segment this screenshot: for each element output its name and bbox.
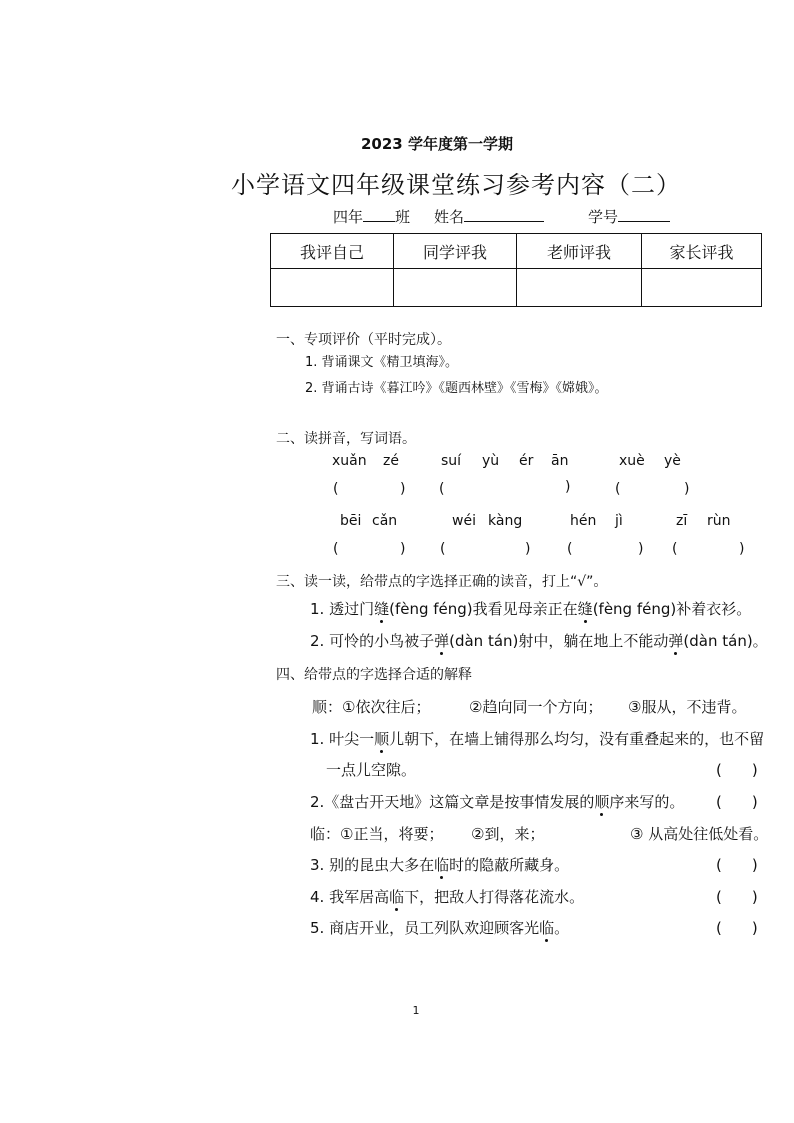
pinyin: ān xyxy=(551,453,569,469)
q1-text-b: (fèng féng)我看见母亲正在 xyxy=(389,600,578,618)
answer-bracket-close[interactable]: ) xyxy=(739,541,745,557)
pinyin: rùn xyxy=(707,513,731,529)
lin-definition-2: ②到，来； xyxy=(471,825,545,843)
evaluation-table xyxy=(270,233,762,307)
section2-heading: 二、读拼音，写词语。 xyxy=(276,431,416,447)
pinyin: kàng xyxy=(488,513,523,529)
page-number: 1 xyxy=(412,1004,420,1017)
eval-header-peer: 同学评我 xyxy=(394,234,517,269)
section3-question-2 xyxy=(310,630,768,651)
answer-bracket-close[interactable]: ) xyxy=(684,481,690,497)
dotted-char: 顺 xyxy=(594,793,610,811)
q-text: 。 xyxy=(554,919,570,937)
q-text: 5. 商店开业，员工列队欢迎顾客光 xyxy=(310,919,540,937)
eval-cell-parent[interactable] xyxy=(642,269,762,307)
answer-bracket-open[interactable]: ( xyxy=(567,541,573,557)
dotted-char: 弹 xyxy=(434,632,450,650)
pinyin: jì xyxy=(615,513,623,529)
section4-question-1 xyxy=(310,728,764,749)
id-field xyxy=(588,206,670,227)
pinyin: cǎn xyxy=(372,513,398,529)
grade-label: 四年 xyxy=(333,208,364,226)
class-blank[interactable] xyxy=(363,207,395,222)
id-blank[interactable] xyxy=(618,207,670,222)
dotted-char: 临 xyxy=(389,888,405,906)
pinyin: yè xyxy=(664,453,681,469)
class-label: 班 xyxy=(395,208,411,226)
section4-question-5 xyxy=(310,917,569,938)
answer-bracket-close[interactable]: ) xyxy=(638,541,644,557)
q-text: 3. 别的昆虫大多在 xyxy=(310,856,435,874)
eval-header-parent: 家长评我 xyxy=(642,234,762,269)
section4-question-2 xyxy=(310,791,684,812)
q2-text-b: (dàn tán)射中，躺在地上不能动 xyxy=(449,632,669,650)
pinyin: zé xyxy=(383,453,399,469)
q-text: 序来写的。 xyxy=(609,793,685,811)
answer-blank[interactable]: ( ) xyxy=(716,761,758,779)
q-text: 时的隐蔽所藏身。 xyxy=(449,856,570,874)
q1-text-a: 1. 透过门 xyxy=(310,600,375,618)
pinyin: xuǎn xyxy=(332,453,367,469)
q-text: 儿朝下，在墙上铺得那么均匀，没有重叠起来的，也不留 xyxy=(389,730,765,748)
answer-blank[interactable]: ( ) xyxy=(716,888,758,906)
dotted-char: 临 xyxy=(539,919,555,937)
section1-item-1: 1. 背诵课文《精卫填海》。 xyxy=(305,355,459,370)
class-field xyxy=(333,206,410,227)
pinyin: yù xyxy=(482,453,500,469)
shun-definition-1: 顺：①依次往后； xyxy=(312,698,431,716)
q2-text-a: 2. 可怜的小鸟被子 xyxy=(310,632,435,650)
pinyin: ér xyxy=(519,453,534,469)
name-label: 姓名 xyxy=(434,208,465,226)
name-blank[interactable] xyxy=(464,207,544,222)
answer-bracket-open[interactable]: ( xyxy=(333,481,339,497)
section3-heading: 三、读一读，给带点的字选择正确的读音，打上“√”。 xyxy=(276,574,608,590)
q-text: 1. 叶尖一 xyxy=(310,730,375,748)
section1-heading: 一、专项评价（平时完成）。 xyxy=(276,332,451,348)
pinyin: bēi xyxy=(340,513,362,529)
answer-bracket-open[interactable]: ( xyxy=(615,481,621,497)
pinyin: xuè xyxy=(619,453,645,469)
pinyin: suí xyxy=(441,453,462,469)
lin-definition-1: 临：①正当，将要； xyxy=(310,825,444,843)
q2-text-c: (dàn tán)。 xyxy=(683,632,768,650)
shun-definition-3: ③服从，不违背。 xyxy=(628,698,747,716)
lin-definition-3: ③ 从高处往低处看。 xyxy=(630,825,769,843)
answer-blank[interactable]: ( ) xyxy=(716,919,758,937)
page-title: 小学语文四年级课堂练习参考内容（二） xyxy=(231,171,681,199)
answer-bracket-close[interactable]: ) xyxy=(400,481,406,497)
q-text: 2.《盘古开天地》这篇文章是按事情发展的 xyxy=(310,793,595,811)
eval-header-self: 我评自己 xyxy=(271,234,394,269)
answer-bracket-open[interactable]: ( xyxy=(439,481,445,497)
section4-heading: 四、给带点的字选择合适的解释 xyxy=(276,667,472,683)
q-text: 下，把敌人打得落花流水。 xyxy=(404,888,585,906)
id-label: 学号 xyxy=(588,208,619,226)
section3-question-1 xyxy=(310,598,751,619)
answer-blank[interactable]: ( ) xyxy=(716,793,758,811)
dotted-char: 缝 xyxy=(374,600,390,618)
answer-bracket-close[interactable]: ) xyxy=(565,479,571,495)
pinyin: zī xyxy=(676,513,688,529)
answer-bracket-open[interactable]: ( xyxy=(672,541,678,557)
dotted-char: 弹 xyxy=(668,632,684,650)
section1-item-2: 2. 背诵古诗《暮江吟》《题西林壁》《雪梅》《嫦娥》。 xyxy=(305,381,608,396)
q1-text-c: (fèng féng)补着衣衫。 xyxy=(592,600,752,618)
eval-header-teacher: 老师评我 xyxy=(517,234,642,269)
answer-bracket-open[interactable]: ( xyxy=(440,541,446,557)
q-text: 4. 我军居高 xyxy=(310,888,390,906)
term-heading: 2023 学年度第一学期 xyxy=(361,135,513,153)
section4-question-1-cont: 一点儿空隙。 xyxy=(326,761,417,779)
dotted-char: 顺 xyxy=(374,730,390,748)
eval-cell-teacher[interactable] xyxy=(517,269,642,307)
pinyin: wéi xyxy=(452,513,476,529)
section4-question-3 xyxy=(310,854,569,875)
name-field xyxy=(434,206,544,227)
eval-cell-self[interactable] xyxy=(271,269,394,307)
answer-blank[interactable]: ( ) xyxy=(716,856,758,874)
dotted-char: 缝 xyxy=(577,600,593,618)
pinyin: hén xyxy=(570,513,597,529)
shun-definition-2: ②趋向同一个方向； xyxy=(469,698,603,716)
dotted-char: 临 xyxy=(434,856,450,874)
answer-bracket-close[interactable]: ) xyxy=(400,541,406,557)
answer-bracket-open[interactable]: ( xyxy=(333,541,339,557)
section4-question-4 xyxy=(310,886,584,907)
eval-cell-peer[interactable] xyxy=(394,269,517,307)
answer-bracket-close[interactable]: ) xyxy=(525,541,531,557)
